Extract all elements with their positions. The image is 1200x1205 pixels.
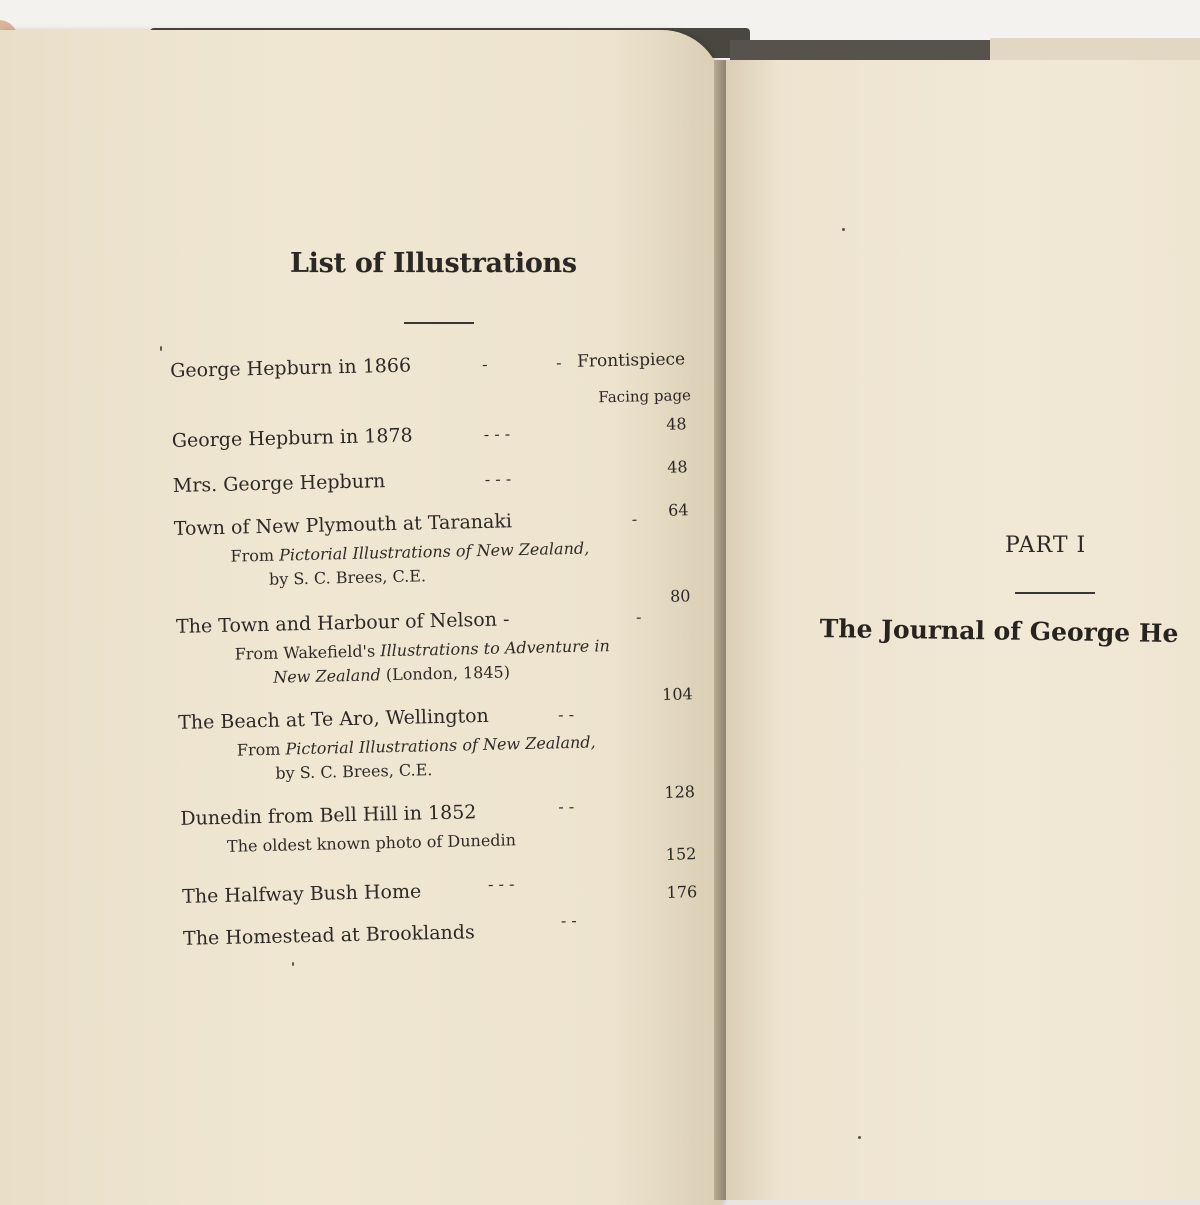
entry-title: Mrs. George Hepburn xyxy=(172,470,386,497)
entry-page: 128 xyxy=(664,782,696,802)
entry-dashes: - - - xyxy=(487,874,515,894)
entry-note: From Wakefield's Illustrations to Adventure in xyxy=(234,636,610,664)
entry-dashes: - xyxy=(631,509,638,529)
list-item xyxy=(171,414,687,452)
part-label: PART I xyxy=(1005,533,1087,558)
entry-dashes: - - xyxy=(560,910,577,931)
entry-title: Town of New Plymouth at Taranaki xyxy=(173,510,513,540)
entry-title: George Hepburn in 1866 xyxy=(170,354,412,382)
list-item xyxy=(177,684,693,734)
list-item xyxy=(175,586,691,638)
entry-page: 48 xyxy=(666,414,687,434)
entry-note-line2: by S. C. Brees, C.E. xyxy=(275,760,433,783)
entry-note-line2: New Zealand (London, 1845) xyxy=(273,662,511,687)
entry-title: Dunedin from Bell Hill in 1852 xyxy=(180,801,477,830)
entry-dashes: - xyxy=(635,607,642,627)
entry-title: The Beach at Te Aro, Wellington xyxy=(177,704,490,734)
entry-dashes: - xyxy=(555,353,562,373)
entry-note-line2: by S. C. Brees, C.E. xyxy=(268,566,427,589)
entry-page: 64 xyxy=(667,500,689,520)
page-heading: List of Illustrations xyxy=(290,248,577,279)
entry-page: 80 xyxy=(669,586,691,606)
entry-note: From Pictorial Illustrations of New Zealand, xyxy=(236,732,596,760)
entry-dashes: - - xyxy=(557,704,575,725)
paper-speck xyxy=(160,346,162,351)
entry-title: The Halfway Bush Home xyxy=(181,880,422,908)
heading-rule xyxy=(404,322,474,324)
paper-speck xyxy=(292,962,294,966)
part-title: The Journal of George He xyxy=(819,614,1179,649)
paper-speck xyxy=(858,1136,861,1139)
entry-dashes: - - xyxy=(558,796,575,817)
entry-title: The Homestead at Brooklands xyxy=(182,921,475,950)
entry-note: The oldest known photo of Dunedin xyxy=(226,830,517,856)
entry-page: 152 xyxy=(665,844,697,864)
facing-page-label: Facing page xyxy=(598,386,692,407)
entry-dashes: - xyxy=(481,354,488,374)
entry-page: 48 xyxy=(666,457,688,477)
entry-dashes: - - - xyxy=(484,469,512,489)
entry-title: The Town and Harbour of Nelson - xyxy=(175,608,510,638)
entry-page: 104 xyxy=(661,684,693,704)
entry-dashes: - - - xyxy=(483,424,511,444)
entry-page: 176 xyxy=(666,882,698,902)
list-item xyxy=(172,457,688,497)
illustration-list xyxy=(170,348,703,960)
part-rule xyxy=(1015,592,1095,594)
list-item xyxy=(173,500,689,540)
list-item xyxy=(180,782,696,830)
entry-note: From Pictorial Illustrations of New Zealand, xyxy=(230,538,590,566)
entry-title: George Hepburn in 1878 xyxy=(171,424,413,452)
paper-speck xyxy=(842,228,845,231)
entry-page: Frontispiece xyxy=(576,349,686,372)
book-gutter xyxy=(714,60,726,1200)
